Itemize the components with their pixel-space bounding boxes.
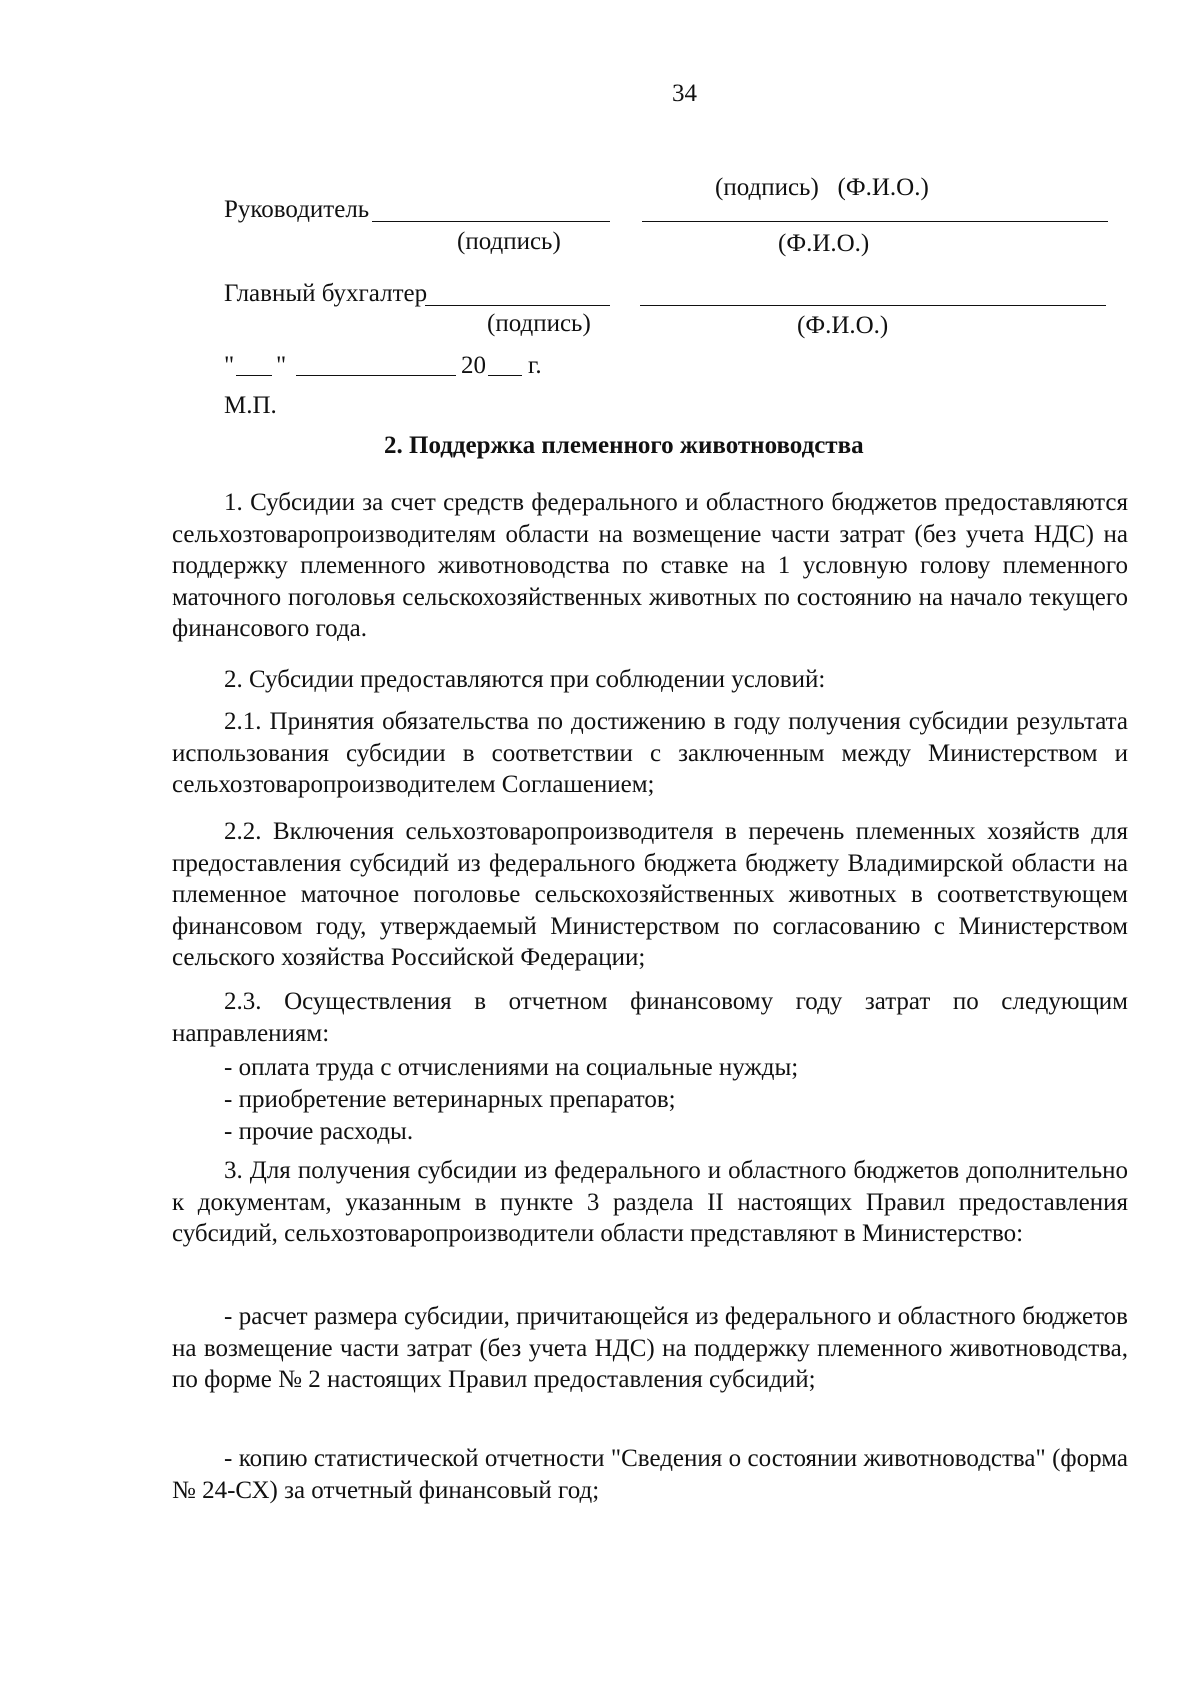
paragraph-1: 1. Субсидии за счет средств федерального и областного бюджетов предоставляются сельхозтоваропроизводителям области на возмещение части затрат (без учета НДС) на поддержку племенного животноводства по ставке на 1 условную голову племенного маточного поголовья сельскохозяйственных животных по состоянию на начало текущего финансового года. — [172, 489, 1128, 642]
paragraph-3-b: - копию статистической отчетности "Сведения о состоянии животноводства" (форма № 24-СХ) за отчетный финансовый год; — [172, 1445, 1128, 1504]
head-name-caption: (Ф.И.О.) — [778, 230, 870, 257]
paragraph-2-2: 2.2. Включения сельхозтоваропроизводителя в перечень племенных хозяйств для предоставления субсидий из федерального бюджета бюджету Владимирской области на племенное маточное поголовье сельскохозяйственных животных в соответствующем финансовом году, утверждаемый Министерством по согласованию с Министерством сельского хозяйства Российской Федерации; — [172, 818, 1128, 971]
head-sign-caption: (подпись) — [457, 228, 561, 255]
paragraph-3: 3. Для получения субсидии из федерального и областного бюджетов дополнительно к документам, указанным в пункте 3 раздела II настоящих Правил предоставления субсидий, сельхозтоваропроизводители области представляют в Министерство: — [172, 1157, 1128, 1247]
accountant-name-caption: (Ф.И.О.) — [797, 312, 889, 339]
date-quote-open: " — [224, 352, 235, 379]
head-name-line — [642, 221, 1108, 222]
paragraph-2-1: 2.1. Принятия обязательства по достижению в году получения субсидии результата использования субсидии в соответствии с заключенным между Министерством и сельхозтоваропроизводителем Соглашением; — [172, 708, 1128, 798]
date-year-line — [488, 375, 522, 376]
list-item: - прочие расходы. — [224, 1118, 414, 1145]
accountant-name-line — [640, 305, 1106, 306]
paragraph-2-3: 2.3. Осуществления в отчетном финансовому году затрат по следующим направлениям: — [172, 988, 1128, 1047]
head-signature-line — [372, 221, 610, 222]
accountant-sign-caption: (подпись) — [487, 310, 591, 337]
date-day-line — [236, 375, 272, 376]
list-item: - оплата труда с отчислениями на социальные нужды; — [224, 1054, 799, 1081]
section-title: 2. Поддержка племенного животноводства — [384, 432, 864, 459]
date-quote-close: " — [276, 352, 287, 379]
paragraph-3-a: - расчет размера субсидии, причитающейся из федерального и областного бюджетов на возмещение части затрат (без учета НДС) на поддержку племенного животноводства, по форме № 2 настоящих Правил предоставления субсидий; — [172, 1303, 1128, 1393]
paragraph-2: 2. Субсидии предоставляются при соблюдении условий: — [224, 666, 826, 693]
stamp-label: М.П. — [224, 392, 277, 419]
date-year-suffix: г. — [528, 352, 542, 379]
date-year-prefix: 20 — [461, 352, 486, 379]
accountant-label: Главный бухгалтер — [224, 280, 428, 307]
date-month-line — [296, 375, 456, 376]
top-caption: (подпись) (Ф.И.О.) — [715, 174, 929, 201]
page-number: 34 — [672, 80, 697, 107]
head-label: Руководитель — [224, 196, 370, 223]
accountant-signature-line — [425, 305, 610, 306]
list-item: - приобретение ветеринарных препаратов; — [224, 1086, 676, 1113]
